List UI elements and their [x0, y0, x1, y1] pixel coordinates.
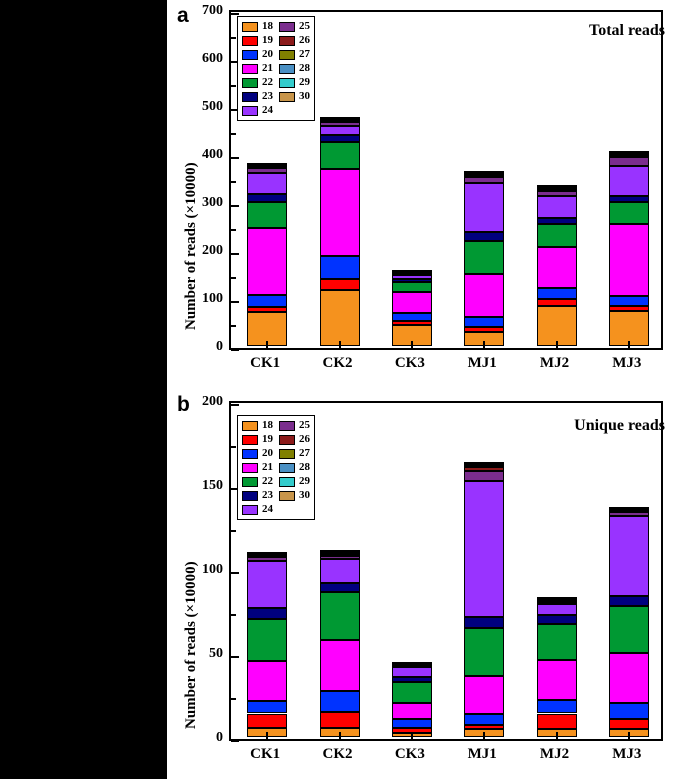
bar-segment-CK1-25 [247, 557, 287, 560]
bar-segment-MJ1-20 [464, 714, 504, 725]
bar-segment-CK3-30 [392, 270, 432, 272]
bar-segment-CK1-23 [247, 194, 287, 202]
bar-segment-CK2-25 [320, 122, 360, 125]
bar-segment-MJ2-25 [537, 602, 577, 605]
legend-item-18 [242, 419, 273, 432]
bar-CK2 [320, 118, 360, 346]
legend-label-28: 28 [299, 461, 310, 473]
legend-swatch-21 [242, 64, 258, 74]
legend-swatch-26 [279, 435, 295, 445]
y-tick-minor [231, 37, 236, 39]
bar-segment-MJ2-30 [537, 597, 577, 599]
x-axis-label-MJ2: MJ2 [539, 746, 570, 762]
bar-segment-CK2-30 [320, 117, 360, 119]
bar-segment-MJ2-20 [537, 288, 577, 299]
bar-segment-CK2-21 [320, 169, 360, 256]
bar-segment-CK2-20 [320, 691, 360, 712]
bar-segment-CK2-24 [320, 559, 360, 583]
legend-label-18: 18 [262, 419, 273, 431]
legend-label-21: 21 [262, 62, 273, 74]
y-tick-200 [231, 253, 239, 255]
y-tick-label-700: 700 [202, 3, 223, 18]
bar-segment-CK3-24 [392, 667, 432, 677]
y-tick-label-600: 600 [202, 51, 223, 66]
legend-label-24: 24 [262, 104, 273, 116]
legend-label-24: 24 [262, 503, 273, 515]
bar-segment-CK1-24 [247, 173, 287, 194]
legend-label-22: 22 [262, 475, 273, 487]
legend-item-21 [242, 461, 273, 474]
y-tick-300 [231, 205, 239, 207]
bar-segment-CK1-19 [247, 307, 287, 313]
y-tick-minor [231, 530, 236, 532]
legend-label-18: 18 [262, 20, 273, 32]
legend-item-30 [279, 489, 310, 502]
y-tick-label-0: 0 [216, 730, 223, 745]
bar-segment-MJ2-20 [537, 700, 577, 713]
bar-segment-CK2-19 [320, 712, 360, 728]
panel-a-y-axis-title: Number of reads (×10000) [183, 162, 199, 330]
legend-label-19: 19 [262, 34, 273, 46]
bar-segment-CK1-20 [247, 701, 287, 714]
bar-segment-MJ2-21 [537, 660, 577, 700]
legend-label-23: 23 [262, 489, 273, 501]
legend-column-2 [279, 20, 310, 117]
legend-swatch-22 [242, 78, 258, 88]
bar-segment-MJ2-23 [537, 218, 577, 224]
legend-label-27: 27 [299, 447, 310, 459]
x-tick-CK2 [339, 341, 341, 348]
y-tick-200 [231, 404, 239, 406]
bar-segment-MJ3-23 [609, 196, 649, 202]
y-tick-minor [231, 614, 236, 616]
legend-label-25: 25 [299, 20, 310, 32]
x-axis-label-CK2: CK2 [322, 355, 353, 371]
y-tick-50 [231, 656, 239, 658]
bar-segment-CK3-20 [392, 313, 432, 321]
bar-segment-MJ3-26 [609, 155, 649, 157]
bar-segment-CK2-30 [320, 550, 360, 552]
bar-segment-MJ1-25 [464, 177, 504, 183]
legend-swatch-30 [279, 92, 295, 102]
bar-MJ2 [537, 187, 577, 346]
legend-item-22 [242, 475, 273, 488]
bar-CK1 [247, 553, 287, 737]
bar-segment-CK3-22 [392, 282, 432, 293]
x-axis-label-MJ1: MJ1 [467, 355, 497, 371]
bar-segment-CK2-23 [320, 583, 360, 591]
bar-MJ3 [609, 152, 649, 346]
bar-segment-MJ3-21 [609, 653, 649, 703]
x-tick-CK3 [411, 341, 413, 348]
bar-CK1 [247, 164, 287, 346]
bar-segment-CK1-19 [247, 714, 287, 728]
bar-segment-MJ2-19 [537, 299, 577, 306]
legend-swatch-27 [279, 50, 295, 60]
y-tick-label-500: 500 [202, 99, 223, 114]
legend-swatch-30 [279, 491, 295, 501]
bar-segment-CK3-23 [392, 279, 432, 281]
bar-segment-CK3-23 [392, 677, 432, 681]
legend-item-23 [242, 489, 273, 502]
legend-label-27: 27 [299, 48, 310, 60]
bar-segment-MJ3-19 [609, 719, 649, 730]
legend-swatch-20 [242, 50, 258, 60]
x-axis-label-MJ3: MJ3 [612, 355, 642, 371]
legend-label-28: 28 [299, 62, 310, 74]
y-tick-minor [231, 698, 236, 700]
bar-segment-CK2-18 [320, 290, 360, 346]
legend-label-26: 26 [299, 34, 310, 46]
legend-column-2 [279, 419, 310, 516]
bar-segment-MJ2-22 [537, 624, 577, 660]
bar-segment-MJ2-23 [537, 615, 577, 623]
bar-segment-MJ3-30 [609, 507, 649, 509]
legend-item-26 [279, 433, 310, 446]
panel-a-legend [237, 16, 315, 121]
legend-item-24 [242, 104, 273, 117]
bar-MJ2 [537, 599, 577, 737]
legend-swatch-22 [242, 477, 258, 487]
bar-segment-CK1-25 [247, 168, 287, 173]
panel-b-title: Unique reads [574, 417, 665, 434]
legend-label-21: 21 [262, 461, 273, 473]
bar-segment-MJ2-24 [537, 196, 577, 218]
y-tick-minor [231, 446, 236, 448]
y-tick-400 [231, 157, 239, 159]
legend-swatch-27 [279, 449, 295, 459]
x-tick-MJ2 [556, 732, 558, 739]
bar-segment-MJ1-24 [464, 183, 504, 232]
legend-item-30 [279, 90, 310, 103]
bar-segment-MJ3-21 [609, 224, 649, 296]
legend-item-18 [242, 20, 273, 33]
y-tick-label-50: 50 [209, 646, 223, 661]
bar-segment-MJ1-23 [464, 617, 504, 628]
bar-segment-CK1-22 [247, 619, 287, 661]
bar-CK2 [320, 552, 360, 737]
bar-segment-CK1-22 [247, 202, 287, 228]
legend-item-20 [242, 447, 273, 460]
bar-segment-CK3-24 [392, 275, 432, 279]
legend-column-1 [242, 419, 273, 516]
x-tick-MJ3 [628, 341, 630, 348]
y-tick-label-400: 400 [202, 147, 223, 162]
legend-label-23: 23 [262, 90, 273, 102]
legend-label-22: 22 [262, 76, 273, 88]
y-tick-100 [231, 301, 239, 303]
bar-segment-CK2-19 [320, 279, 360, 290]
legend-item-25 [279, 419, 310, 432]
legend-item-19 [242, 34, 273, 47]
legend-label-30: 30 [299, 90, 310, 102]
panel-a-letter: a [177, 4, 189, 27]
x-axis-label-CK3: CK3 [394, 746, 425, 762]
y-tick-minor [231, 85, 236, 87]
bar-segment-CK3-21 [392, 292, 432, 313]
y-tick-700 [231, 13, 239, 15]
bar-segment-CK1-20 [247, 295, 287, 307]
bar-segment-MJ2-21 [537, 247, 577, 288]
bar-segment-CK3-22 [392, 682, 432, 704]
x-tick-CK1 [266, 341, 268, 348]
x-tick-MJ1 [483, 341, 485, 348]
legend-swatch-28 [279, 64, 295, 74]
x-tick-MJ3 [628, 732, 630, 739]
x-axis-label-MJ1: MJ1 [467, 746, 497, 762]
y-tick-label-200: 200 [202, 394, 223, 409]
legend-swatch-29 [279, 477, 295, 487]
legend-column-1 [242, 20, 273, 117]
legend-item-28 [279, 461, 310, 474]
bar-segment-MJ3-20 [609, 296, 649, 307]
legend-label-25: 25 [299, 419, 310, 431]
bar-segment-CK3-20 [392, 719, 432, 727]
y-tick-minor [231, 325, 236, 327]
bar-segment-MJ2-25 [537, 191, 577, 196]
x-tick-MJ2 [556, 341, 558, 348]
bar-segment-MJ3-25 [609, 157, 649, 166]
bar-segment-MJ1-30 [464, 171, 504, 173]
bar-segment-CK3-19 [392, 321, 432, 325]
y-tick-label-100: 100 [202, 562, 223, 577]
bar-MJ1 [464, 172, 504, 346]
legend-label-26: 26 [299, 433, 310, 445]
legend-swatch-24 [242, 505, 258, 515]
bar-segment-MJ3-22 [609, 202, 649, 224]
bar-segment-MJ1-30 [464, 462, 504, 464]
legend-item-23 [242, 90, 273, 103]
bar-segment-CK2-25 [320, 556, 360, 559]
x-axis-label-CK3: CK3 [394, 355, 425, 371]
legend-item-29 [279, 475, 310, 488]
bar-segment-CK2-20 [320, 256, 360, 279]
legend-swatch-18 [242, 421, 258, 431]
bar-segment-MJ2-22 [537, 224, 577, 247]
y-tick-minor [231, 229, 236, 231]
bar-segment-MJ1-22 [464, 628, 504, 676]
y-tick-0 [231, 740, 239, 742]
y-tick-label-200: 200 [202, 243, 223, 258]
legend-swatch-23 [242, 491, 258, 501]
x-axis-label-MJ2: MJ2 [539, 355, 570, 371]
bar-segment-MJ1-23 [464, 232, 504, 241]
bar-segment-MJ1-25 [464, 471, 504, 481]
x-axis-label-CK2: CK2 [322, 746, 353, 762]
bar-segment-MJ3-22 [609, 606, 649, 653]
y-tick-minor [231, 133, 236, 135]
bar-segment-CK1-24 [247, 561, 287, 608]
legend-label-20: 20 [262, 48, 273, 60]
y-tick-0 [231, 349, 239, 351]
y-tick-label-0: 0 [216, 339, 223, 354]
legend-swatch-18 [242, 22, 258, 32]
legend-label-20: 20 [262, 447, 273, 459]
legend-swatch-19 [242, 435, 258, 445]
bar-segment-CK1-21 [247, 661, 287, 701]
x-axis-label-CK1: CK1 [250, 355, 281, 371]
panel-a-title: Total reads [588, 22, 665, 39]
bar-segment-MJ3-24 [609, 516, 649, 596]
bar-segment-MJ1-26 [464, 467, 504, 470]
legend-label-29: 29 [299, 76, 310, 88]
bar-CK3 [392, 272, 432, 346]
bar-segment-MJ3-20 [609, 703, 649, 718]
legend-swatch-24 [242, 106, 258, 116]
bar-segment-MJ3-23 [609, 596, 649, 606]
bar-segment-MJ2-19 [537, 714, 577, 729]
x-tick-CK2 [339, 732, 341, 739]
bar-segment-CK2-22 [320, 142, 360, 170]
bar-segment-CK1-30 [247, 163, 287, 165]
panel-a [167, 0, 683, 389]
legend-swatch-28 [279, 463, 295, 473]
legend-swatch-26 [279, 36, 295, 46]
legend-swatch-19 [242, 36, 258, 46]
bar-segment-MJ3-24 [609, 166, 649, 196]
y-tick-label-100: 100 [202, 291, 223, 306]
bar-segment-MJ1-20 [464, 317, 504, 327]
bar-segment-CK1-23 [247, 608, 287, 619]
legend-swatch-21 [242, 463, 258, 473]
bar-segment-CK1-30 [247, 552, 287, 554]
legend-item-24 [242, 503, 273, 516]
legend-label-29: 29 [299, 475, 310, 487]
bar-segment-MJ2-24 [537, 604, 577, 615]
bar-segment-CK2-23 [320, 135, 360, 141]
legend-swatch-29 [279, 78, 295, 88]
bar-segment-CK3-30 [392, 662, 432, 664]
bar-segment-MJ1-19 [464, 327, 504, 332]
bar-segment-CK3-21 [392, 703, 432, 719]
bar-segment-MJ3-25 [609, 512, 649, 516]
panel-b [167, 389, 683, 779]
bar-segment-MJ1-21 [464, 676, 504, 715]
y-tick-100 [231, 572, 239, 574]
x-axis-label-MJ3: MJ3 [612, 746, 642, 762]
legend-swatch-25 [279, 22, 295, 32]
bar-MJ3 [609, 508, 649, 737]
legend-item-29 [279, 76, 310, 89]
bar-segment-MJ3-30 [609, 151, 649, 153]
panel-b-letter: b [177, 393, 190, 416]
legend-item-28 [279, 62, 310, 75]
legend-swatch-23 [242, 92, 258, 102]
y-tick-minor [231, 181, 236, 183]
legend-item-21 [242, 62, 273, 75]
legend-item-25 [279, 20, 310, 33]
legend-label-19: 19 [262, 433, 273, 445]
legend-swatch-25 [279, 421, 295, 431]
bar-segment-CK2-24 [320, 126, 360, 136]
legend-item-19 [242, 433, 273, 446]
bar-segment-CK1-21 [247, 228, 287, 294]
bar-segment-MJ1-19 [464, 725, 504, 729]
bar-segment-MJ1-22 [464, 241, 504, 274]
legend-item-27 [279, 48, 310, 61]
bar-segment-MJ3-19 [609, 306, 649, 311]
bar-segment-CK2-22 [320, 592, 360, 641]
x-tick-CK1 [266, 732, 268, 739]
bar-MJ1 [464, 464, 504, 737]
y-tick-label-150: 150 [202, 478, 223, 493]
legend-item-27 [279, 447, 310, 460]
x-tick-CK3 [411, 732, 413, 739]
bar-segment-MJ1-21 [464, 274, 504, 318]
panel-b-legend [237, 415, 315, 520]
legend-item-22 [242, 76, 273, 89]
y-tick-label-300: 300 [202, 195, 223, 210]
legend-swatch-20 [242, 449, 258, 459]
y-tick-minor [231, 277, 236, 279]
legend-item-20 [242, 48, 273, 61]
x-axis-label-CK1: CK1 [250, 746, 281, 762]
x-tick-MJ1 [483, 732, 485, 739]
legend-item-26 [279, 34, 310, 47]
bar-segment-CK2-21 [320, 640, 360, 690]
panel-b-y-axis-title: Number of reads (×10000) [183, 561, 199, 729]
legend-label-30: 30 [299, 489, 310, 501]
bar-segment-MJ2-18 [537, 306, 577, 346]
bar-CK3 [392, 663, 432, 737]
bar-segment-MJ2-30 [537, 185, 577, 187]
bar-segment-MJ1-24 [464, 481, 504, 617]
